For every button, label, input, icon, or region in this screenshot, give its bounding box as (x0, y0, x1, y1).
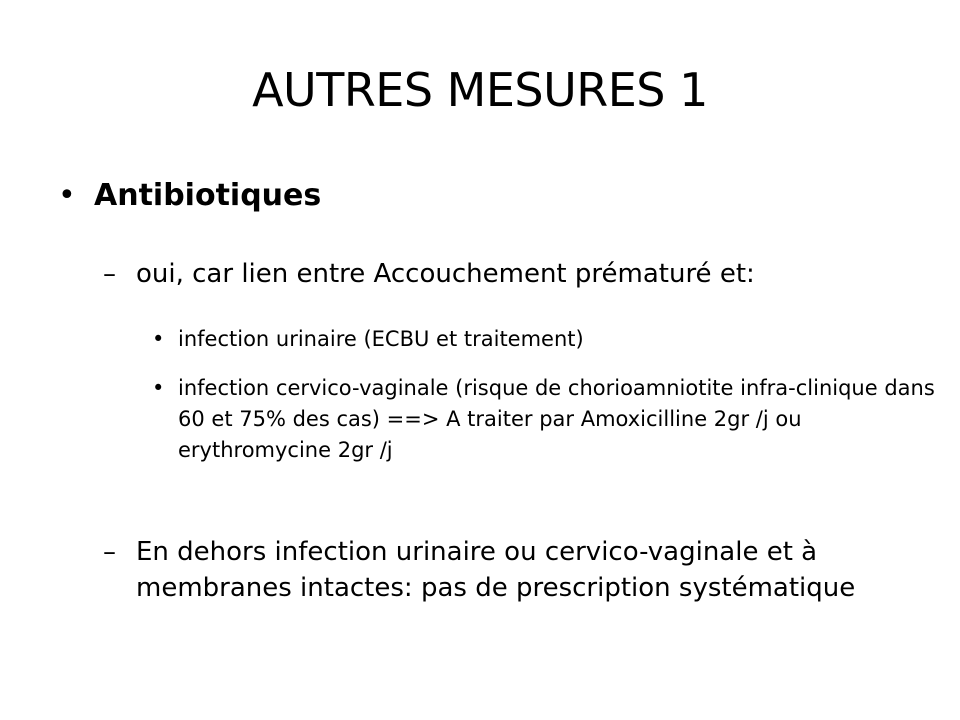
bullet-icon: • (152, 327, 165, 351)
slide-title: AUTRES MESURES 1 (252, 63, 708, 117)
sub-item-2-text: En dehors infection urinaire ou cervico-vaginale et à membranes intactes: pas de prescription systématique (136, 537, 856, 603)
sub-item-2 (103, 534, 943, 606)
bullet-icon: • (58, 178, 76, 213)
nested-item-1 (152, 324, 952, 355)
nested-item-1-text: infection urinaire (ECBU et traitement) (178, 327, 584, 351)
nested-item-2 (152, 373, 952, 466)
dash-icon: – (103, 537, 116, 567)
sub-item-1 (103, 256, 943, 292)
heading-bullet-item (58, 176, 321, 216)
heading-text: Antibiotiques (94, 178, 322, 213)
nested-item-2-text: infection cervico-vaginale (risque de chorioamniotite infra-clinique dans 60 et 75% des cas) ==> A traiter par Amoxicilline 2gr /j ou erythromycine 2gr /j (178, 376, 935, 462)
dash-icon: – (103, 259, 116, 289)
sub-item-1-text: oui, car lien entre Accouchement prématuré et: (136, 259, 755, 289)
bullet-icon: • (152, 376, 165, 400)
